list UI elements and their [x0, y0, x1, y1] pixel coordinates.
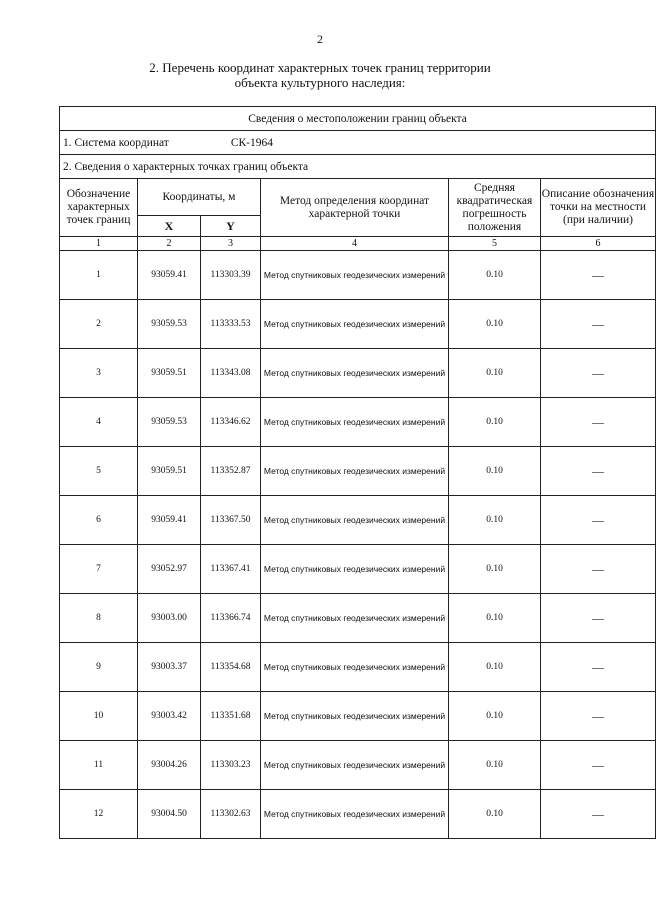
method-cell: Метод спутниковых геодезических измерений: [261, 398, 449, 447]
document-title: [0, 60, 640, 90]
x-coordinate-cell: 93004.26: [138, 741, 201, 790]
table-row: [60, 790, 656, 839]
description-cell: —: [541, 545, 656, 594]
title-line-2: объекта культурного наследия:: [234, 75, 406, 90]
description-cell: —: [541, 692, 656, 741]
x-coordinate-cell: 93003.37: [138, 643, 201, 692]
header-error: Средняя квадратическая погрешность положения: [449, 179, 541, 237]
error-cell: 0.10: [449, 398, 541, 447]
y-coordinate-cell: 113302.63: [201, 790, 261, 839]
column-number: 2: [138, 237, 201, 251]
method-cell: Метод спутниковых геодезических измерений: [261, 594, 449, 643]
table-row: [60, 349, 656, 398]
column-number: 4: [261, 237, 449, 251]
table-row: [60, 251, 656, 300]
method-cell: Метод спутниковых геодезических измерений: [261, 447, 449, 496]
table-row: [60, 692, 656, 741]
y-coordinate-cell: 113367.50: [201, 496, 261, 545]
point-number-cell: 3: [60, 349, 138, 398]
point-number-cell: 1: [60, 251, 138, 300]
point-number-cell: 4: [60, 398, 138, 447]
x-coordinate-cell: 93003.42: [138, 692, 201, 741]
column-number: 1: [60, 237, 138, 251]
point-number-cell: 7: [60, 545, 138, 594]
column-number: 6: [541, 237, 656, 251]
point-number-cell: 9: [60, 643, 138, 692]
column-numbers-row: [60, 237, 656, 251]
y-coordinate-cell: 113303.23: [201, 741, 261, 790]
coord-system-value: СК-1964: [230, 136, 274, 149]
table-row: [60, 496, 656, 545]
x-coordinate-cell: 93059.41: [138, 251, 201, 300]
method-cell: Метод спутниковых геодезических измерений: [261, 349, 449, 398]
y-coordinate-cell: 113346.62: [201, 398, 261, 447]
table-row: [60, 545, 656, 594]
table-row: [60, 741, 656, 790]
point-number-cell: 10: [60, 692, 138, 741]
error-cell: 0.10: [449, 545, 541, 594]
header-description: Описание обозначения точки на местности (при наличии): [541, 179, 656, 237]
table-row: [60, 447, 656, 496]
x-coordinate-cell: 93059.53: [138, 300, 201, 349]
y-coordinate-cell: 113333.53: [201, 300, 261, 349]
y-coordinate-cell: 113343.08: [201, 349, 261, 398]
error-cell: 0.10: [449, 741, 541, 790]
header-coords: Координаты, м: [138, 179, 261, 216]
description-cell: —: [541, 300, 656, 349]
description-cell: —: [541, 447, 656, 496]
x-coordinate-cell: 93004.50: [138, 790, 201, 839]
x-coordinate-cell: 93059.51: [138, 349, 201, 398]
point-number-cell: 6: [60, 496, 138, 545]
error-cell: 0.10: [449, 790, 541, 839]
method-cell: Метод спутниковых геодезических измерений: [261, 300, 449, 349]
column-number: 5: [449, 237, 541, 251]
error-cell: 0.10: [449, 447, 541, 496]
method-cell: Метод спутниковых геодезических измерений: [261, 692, 449, 741]
table-row: [60, 398, 656, 447]
header-y: Y: [201, 216, 261, 237]
description-cell: —: [541, 349, 656, 398]
description-cell: —: [541, 251, 656, 300]
error-cell: 0.10: [449, 643, 541, 692]
x-coordinate-cell: 93059.51: [138, 447, 201, 496]
method-cell: Метод спутниковых геодезических измерений: [261, 496, 449, 545]
section-title: Сведения о местоположении границ объекта: [60, 107, 656, 131]
coordinates-table: [59, 106, 656, 839]
table-row: [60, 643, 656, 692]
method-cell: Метод спутниковых геодезических измерений: [261, 741, 449, 790]
method-cell: Метод спутниковых геодезических измерений: [261, 790, 449, 839]
x-coordinate-cell: 93052.97: [138, 545, 201, 594]
y-coordinate-cell: 113303.39: [201, 251, 261, 300]
y-coordinate-cell: 113352.87: [201, 447, 261, 496]
header-x: X: [138, 216, 201, 237]
description-cell: —: [541, 496, 656, 545]
error-cell: 0.10: [449, 349, 541, 398]
coord-system-label: 1. Система координат: [63, 136, 169, 149]
page-number: 2: [317, 32, 323, 46]
point-number-cell: 11: [60, 741, 138, 790]
point-number-cell: 2: [60, 300, 138, 349]
description-cell: —: [541, 643, 656, 692]
table-row: [60, 300, 656, 349]
x-coordinate-cell: 93059.41: [138, 496, 201, 545]
method-cell: Метод спутниковых геодезических измерений: [261, 251, 449, 300]
error-cell: 0.10: [449, 496, 541, 545]
coord-system-row: [60, 131, 656, 155]
x-coordinate-cell: 93003.00: [138, 594, 201, 643]
description-cell: —: [541, 398, 656, 447]
header-method: Метод определения координат характерной точки: [261, 179, 449, 237]
point-number-cell: 12: [60, 790, 138, 839]
description-cell: —: [541, 790, 656, 839]
method-cell: Метод спутниковых геодезических измерений: [261, 545, 449, 594]
description-cell: —: [541, 594, 656, 643]
method-cell: Метод спутниковых геодезических измерений: [261, 643, 449, 692]
error-cell: 0.10: [449, 692, 541, 741]
header-point: Обозначение характерных точек границ: [60, 179, 138, 237]
point-number-cell: 8: [60, 594, 138, 643]
error-cell: 0.10: [449, 251, 541, 300]
error-cell: 0.10: [449, 300, 541, 349]
y-coordinate-cell: 113366.74: [201, 594, 261, 643]
points-title: 2. Сведения о характерных точках границ объекта: [60, 155, 656, 179]
column-number: 3: [201, 237, 261, 251]
y-coordinate-cell: 113351.68: [201, 692, 261, 741]
error-cell: 0.10: [449, 594, 541, 643]
y-coordinate-cell: 113367.41: [201, 545, 261, 594]
point-number-cell: 5: [60, 447, 138, 496]
x-coordinate-cell: 93059.53: [138, 398, 201, 447]
description-cell: —: [541, 741, 656, 790]
table-row: [60, 594, 656, 643]
y-coordinate-cell: 113354.68: [201, 643, 261, 692]
title-line-1: 2. Перечень координат характерных точек границ территории: [149, 60, 491, 75]
